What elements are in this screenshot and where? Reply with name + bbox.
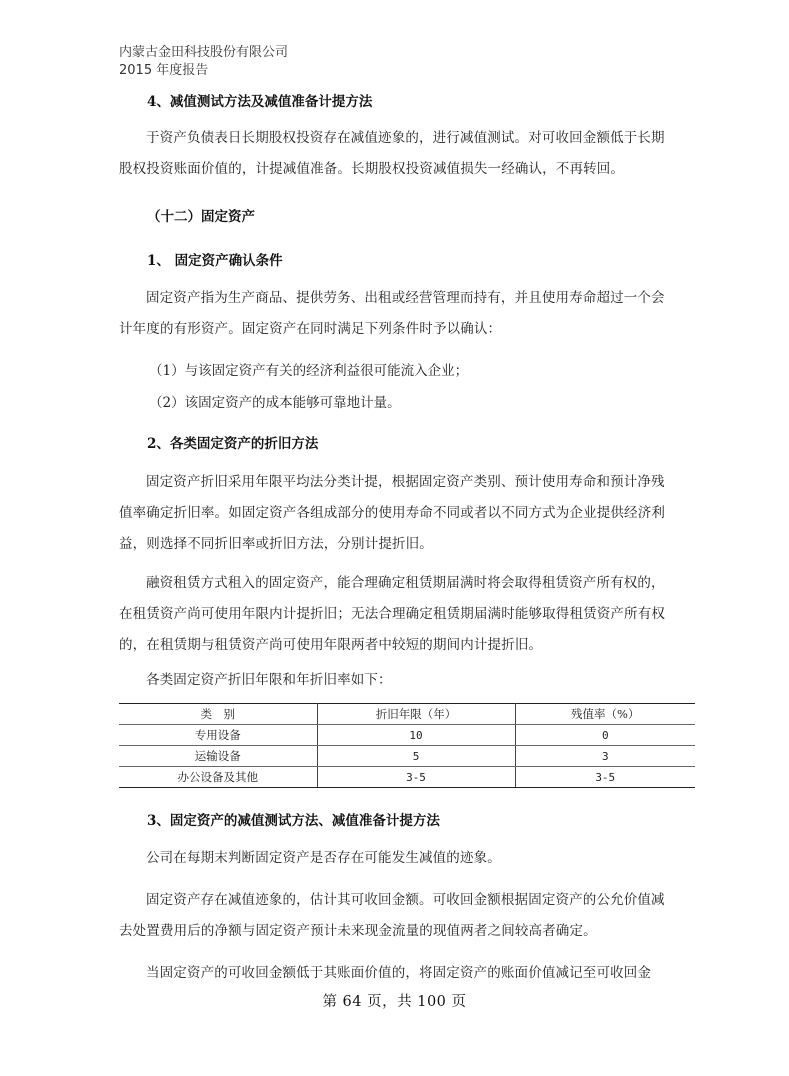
table-header-row (119, 704, 695, 725)
table-row (119, 746, 695, 767)
table-row (119, 725, 695, 746)
table-cell-years: 5 (317, 746, 515, 767)
subsection-1-paragraph: 固定资产指为生产商品、提供劳务、出租或经营管理而持有，并且使用寿命超过一个会计年度的有形资产。固定资产在同时满足下列条件时予以确认： (119, 290, 665, 337)
table-row (119, 767, 695, 788)
subsection-3-heading: 3、固定资产的减值测试方法、减值准备计提方法 (147, 813, 440, 829)
section-4-heading: 4、减值测试方法及减值准备计提方法 (147, 94, 373, 110)
table-cell-residual-rate: 0 (515, 725, 695, 746)
subsection-2-paragraph-2: 融资租赁方式租入的固定资产，能合理确定租赁期届满时将会取得租赁资产所有权的，在租赁资产尚可使用年限内计提折旧；无法合理确定租赁期届满时能够取得租赁资产所有权的，在租赁期与租赁资产尚可使用年限两者中较短的期间内计提折旧。 (119, 575, 665, 653)
subsection-1-heading: 1、 固定资产确认条件 (147, 253, 283, 269)
condition-item-1: （1）与该固定资产有关的经济利益很可能流入企业； (149, 363, 469, 379)
header-report-title: 2015 年度报告 (119, 63, 209, 78)
table-cell-category: 办公设备及其他 (119, 767, 317, 788)
header-company: 内蒙古金田科技股份有限公司 (119, 45, 289, 60)
subsection-2-heading: 2、各类固定资产的折旧方法 (147, 436, 319, 452)
page-number-footer: 第 64 页，共 100 页 (322, 994, 467, 1010)
condition-item-2: （2）该固定资产的成本能够可靠地计量。 (149, 395, 401, 411)
table-cell-years: 3-5 (317, 767, 515, 788)
table-cell-residual-rate: 3 (515, 746, 695, 767)
subsection-3-paragraph-3: 当固定资产的可收回金额低于其账面价值的，将固定资产的账面价值减记至可收回金 (146, 965, 652, 981)
subsection-3-paragraph-1: 公司在每期末判断固定资产是否存在可能发生减值的迹象。 (146, 850, 501, 866)
table-cell-category: 运输设备 (119, 746, 317, 767)
table-cell-category: 专用设备 (119, 725, 317, 746)
column-header-residual-rate: 残值率（%） (515, 704, 695, 725)
subsection-2-paragraph-1: 固定资产折旧采用年限平均法分类计提，根据固定资产类别、预计使用寿命和预计净残值率确定折旧率。如固定资产各组成部分的使用寿命不同或者以不同方式为企业提供经济利益，则选择不同折旧率或折旧方法，分别计提折旧。 (119, 474, 665, 552)
section-12-heading: （十二）固定资产 (147, 209, 255, 225)
depreciation-table (119, 703, 695, 788)
table-cell-residual-rate: 3-5 (515, 767, 695, 788)
table-cell-years: 10 (317, 725, 515, 746)
subsection-3-paragraph-2: 固定资产存在减值迹象的，估计其可收回金额。可收回金额根据固定资产的公允价值减去处置费用后的净额与固定资产预计未来现金流量的现值两者之间较高者确定。 (119, 892, 665, 939)
column-header-category: 类 别 (119, 704, 317, 725)
subsection-2-paragraph-3: 各类固定资产折旧年限和年折旧率如下： (146, 672, 392, 688)
section-4-paragraph: 于资产负债表日长期股权投资存在减值迹象的，进行减值测试。对可收回金额低于长期股权投资账面价值的，计提减值准备。长期股权投资减值损失一经确认，不再转回。 (119, 130, 665, 177)
column-header-years: 折旧年限（年） (317, 704, 515, 725)
